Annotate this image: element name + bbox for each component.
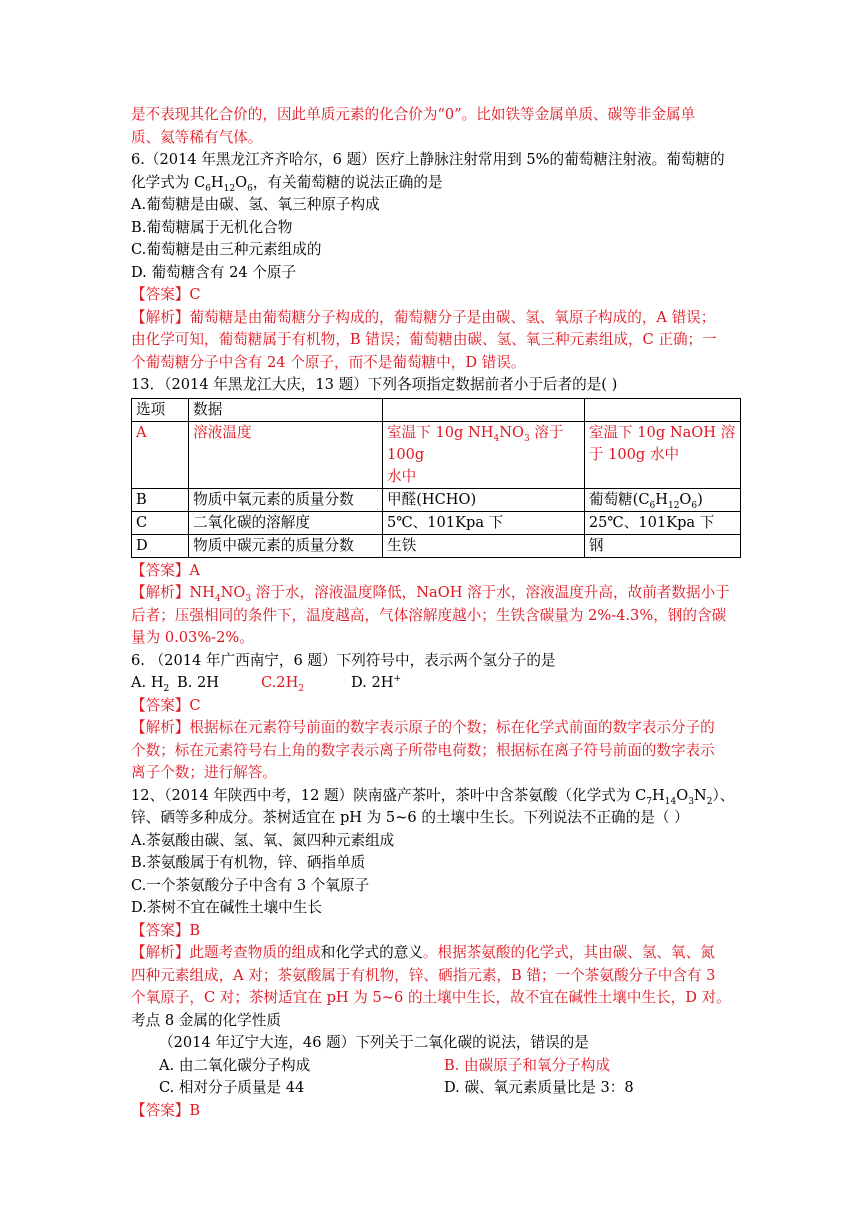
table-cell: B (132, 488, 189, 511)
q2-analysis-line-1: 【解析】$NH_4NO_3$ 溶于水，溶液温度降低，NaOH 溶于水，溶液温度升高，故前者数据小于 (131, 584, 730, 604)
table-row-c (132, 511, 741, 534)
q3-stem: 6. （2014 年广西南宁，6 题）下列符号中，表示两个氢分子的是 (131, 651, 556, 669)
q3-analysis-line-2: 个数；标在元素符号右上角的数字表示离子所带电荷数；根据标在离子符号前面的数字表示 (131, 741, 715, 759)
q1-option-a: A.葡萄糖是由碳、氢、氧三种原子构成 (131, 196, 380, 213)
table-cell (584, 398, 740, 421)
q1-option-c: C.葡萄糖是由三种元素组成的 (131, 241, 322, 258)
q1-analysis-line-3: 个葡萄糖分子中含有 24 个原子，而不是葡萄糖中，D 错误。 (131, 353, 526, 371)
q5-answer: 【答案】B (131, 1101, 201, 1119)
q1-option-d: D. 葡萄糖含有 24 个原子 (131, 263, 297, 281)
q3-analysis-line-1: 【解析】根据标在元素符号前面的数字表示原子的个数；标在化学式前面的数字表示分子的 (131, 719, 715, 736)
q1-analysis-line-2: 由化学可知，葡萄糖属于有机物，B 错误；葡萄糖由碳、氢、氧三种元素组成，C 正确；一 (131, 331, 717, 348)
q4-option-a: A.茶氨酸由碳、氢、氧、氮四种元素组成 (131, 831, 395, 849)
q4-analysis-line-2: 四种元素组成，A 对；茶氨酸属于有机物，锌、硒指元素，B 错；一个茶氨酸分子中含有 3 (131, 966, 716, 984)
q3-analysis-line-3: 离子个数；进行解答。 (131, 764, 277, 781)
q1-analysis-line-1: 【解析】葡萄糖是由葡萄糖分子构成的，葡萄糖分子是由碳、氢、氧原子构成的，A 错误； (131, 308, 716, 326)
table-row-d (132, 534, 741, 557)
table-cell: 二氧化碳的溶解度 (189, 511, 383, 534)
q5-stem: （2014 年辽宁大连，46 题）下列关于二氧化碳的说法，错误的是 (159, 1034, 589, 1051)
q2-stem: 13．（2014 年黑龙江大庆，13 题）下列各项指定数据前者小于后者的是( ) (131, 376, 618, 393)
table-row-b (132, 488, 741, 511)
table-cell: 葡萄糖$(C_6H_{12}O_6)$ (584, 488, 740, 511)
q3-options: A. $H_2$ B. 2H $C.2H_2$ D. 2H+ (131, 674, 402, 694)
q4-analysis-line-3: 个氧原子，C 对；茶树适宜在 pH 为 5~6 的土壤中生长，故不宜在碱性土壤中生长，D 对。 (131, 989, 731, 1006)
table-cell: 甲醛(HCHO) (383, 488, 585, 511)
q4-stem-line-2: 锌、硒等多种成分。茶树适宜在 pH 为 5~6 的土壤中生长。下列说法不正确的是（ ） (131, 809, 689, 826)
q1-stem-line-1: 6.（2014 年黑龙江齐齐哈尔，6 题）医疗上静脉注射常用到 5%的葡萄糖注射液。葡萄糖的 (131, 151, 725, 168)
q5-options-row-1: A. 由二氧化碳分子构成 B. 由碳原子和氧分子构成 (159, 1056, 610, 1074)
table-cell: 钢 (584, 534, 740, 557)
q4-stem-line-1: 12、（2014 年陕西中考，12 题）陕南盛产茶叶，茶叶中含茶氨酸（化学式为 $C_7H_{14}O_3N_2$）、 (131, 786, 735, 807)
q2-analysis-line-2: 后者；压强相同的条件下，温度越高，气体溶解度越小；生铁含碳量为 2%-4.3%，钢的含碳 (131, 606, 727, 624)
q2-analysis-line-3: 量为 0.03%-2%。 (131, 629, 254, 646)
q5-options-row-2: C. 相对分子质量是 44 D. 碳、氧元素质量比是 3：8 (159, 1079, 634, 1096)
document-page (131, 104, 741, 1122)
intro-line-2: 质、氦等稀有气体。 (131, 128, 263, 146)
table-cell: 选项 (132, 398, 189, 421)
table-cell: 溶液温度 (189, 421, 383, 488)
q4-option-d: D.茶树不宜在碱性土壤中生长 (131, 899, 322, 916)
table-cell: 室温下 10g $NH_4NO_3$ 溶于 100g 水中 (383, 421, 585, 488)
table-cell: 数据 (189, 398, 383, 421)
table-cell: 室温下 10g NaOH 溶 于 100g 水中 (584, 421, 740, 488)
q4-analysis-line-1: 【解析】此题考查物质的组成和化学式的意义。根据茶氨酸的化学式，其由碳、氢、氧、氮 (131, 944, 715, 961)
q2-answer: 【答案】A (131, 561, 200, 579)
q4-answer: 【答案】B (131, 921, 201, 939)
table-cell: D (132, 534, 189, 557)
table-cell: 物质中氧元素的质量分数 (189, 488, 383, 511)
q4-option-c: C.一个茶氨酸分子中含有 3 个氧原子 (131, 876, 370, 894)
q1-answer: 【答案】C (131, 286, 201, 303)
table-cell: C (132, 511, 189, 534)
section-heading: 考点 8 金属的化学性质 (131, 1011, 281, 1029)
table-cell: 5℃、101Kpa 下 (383, 511, 585, 534)
q3-answer: 【答案】C (131, 696, 201, 714)
q1-stem-line-2: 化学式为 $C_6H_{12}O_6$，有关葡萄糖的说法正确的是 (131, 173, 443, 194)
table-row-a (132, 421, 741, 488)
q1-option-b: B.葡萄糖属于无机化合物 (131, 218, 293, 236)
table-cell: A (132, 421, 189, 488)
table-cell: 25℃、101Kpa 下 (584, 511, 740, 534)
q2-data-table (131, 398, 741, 558)
q4-option-b: B.茶氨酸属于有机物，锌、硒指单质 (131, 854, 366, 871)
table-cell: 物质中碳元素的质量分数 (189, 534, 383, 557)
table-header-row (132, 398, 741, 421)
table-cell (383, 398, 585, 421)
intro-line-1: 是不表现其化合价的，因此单质元素的化合价为“0”。比如铁等金属单质、碳等非金属单 (131, 106, 696, 123)
table-cell: 生铁 (383, 534, 585, 557)
